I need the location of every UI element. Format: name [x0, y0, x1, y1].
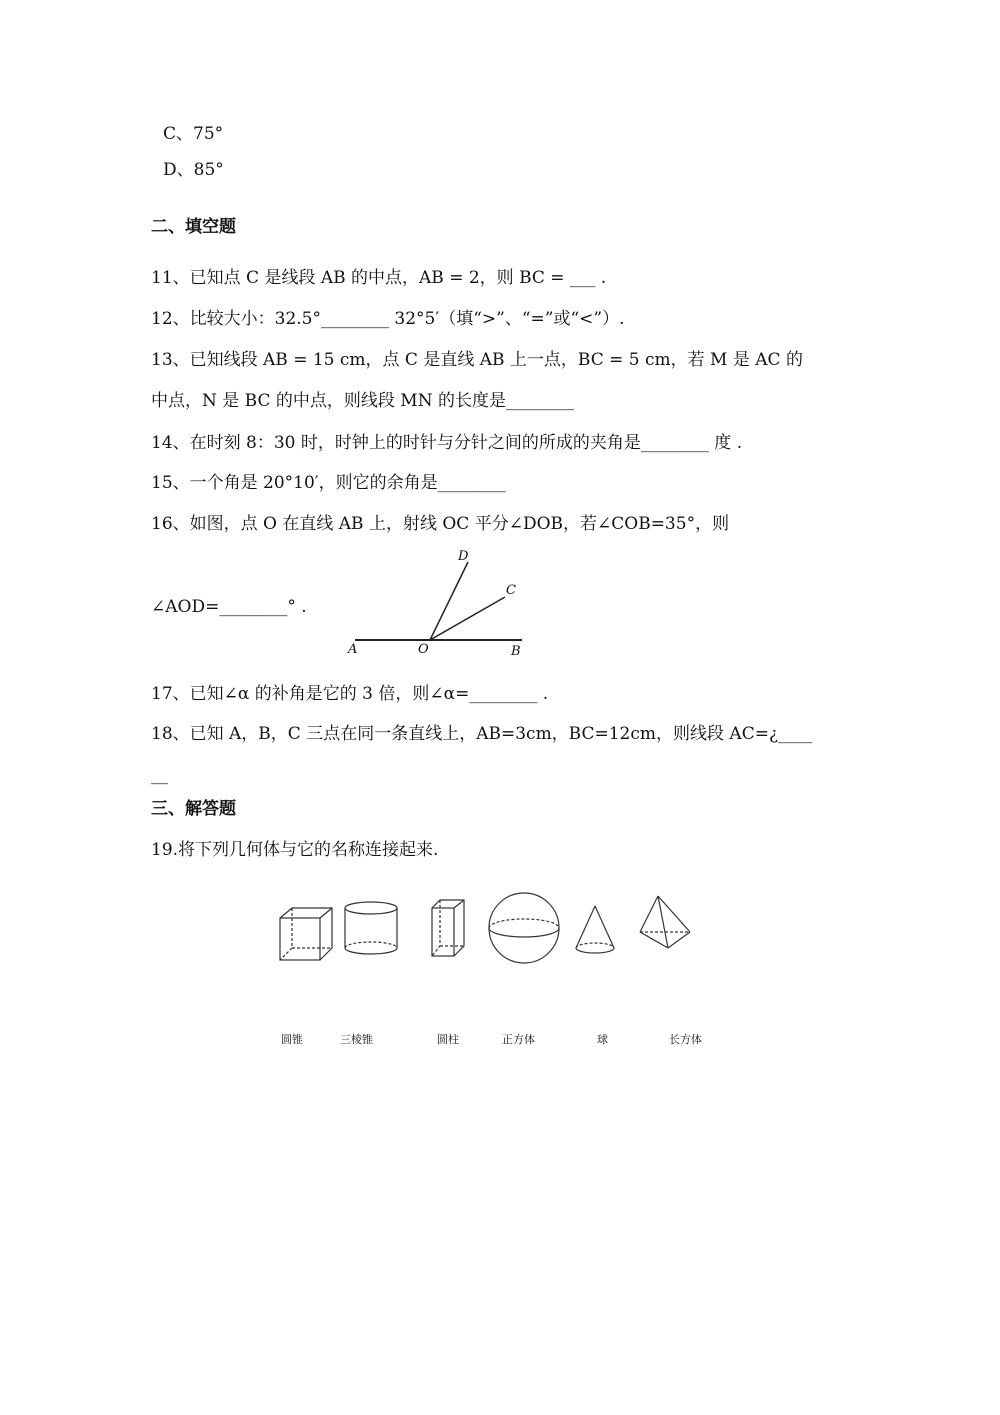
option-d: D、85°: [163, 160, 224, 180]
section-fill-title: 二、填空题: [151, 217, 236, 237]
question-14: 14、在时刻 8：30 时，时钟上的时针与分针之间的所成的夹角是________ 度 .: [151, 433, 743, 453]
question-11: 11、已知点 C 是线段 AB 的中点，AB = 2，则 BC = ___ .: [151, 268, 607, 288]
solids-figure: [270, 890, 710, 970]
solid-name-cube: 正方体: [502, 1033, 535, 1046]
angle-diagram: [340, 545, 540, 665]
solid-name-pyramid: 三棱锥: [340, 1033, 373, 1046]
solid-name-sphere: 球: [597, 1033, 608, 1046]
cuboid-shape: [432, 900, 464, 956]
question-16-line2: ∠AOD=________° .: [151, 597, 307, 617]
solid-name-cone: 圆锥: [281, 1033, 303, 1046]
cone-shape: [576, 906, 614, 953]
question-15: 15、一个角是 20°10′，则它的余角是________: [151, 473, 506, 493]
point-o-label: O: [418, 642, 429, 657]
point-b-label: B: [511, 644, 521, 659]
question-17: 17、已知∠α 的补角是它的 3 倍，则∠α=________ .: [151, 684, 549, 704]
solid-name-cylinder: 圆柱: [437, 1033, 459, 1046]
pyramid-shape: [640, 896, 690, 948]
sphere-shape: [489, 893, 559, 963]
question-18-line2: __: [151, 765, 168, 785]
question-13-line1: 13、已知线段 AB = 15 cm，点 C 是直线 AB 上一点，BC = 5 cm，若 M 是 AC 的: [151, 350, 803, 370]
question-12: 12、比较大小：32.5°________ 32°5′（填“>”、“=”或“<”）.: [151, 309, 625, 329]
point-d-label: D: [458, 549, 469, 564]
solid-name-cuboid: 长方体: [669, 1033, 702, 1046]
cube-shape: [280, 908, 332, 960]
solids-diagram: [270, 890, 710, 970]
question-13-line2: 中点，N 是 BC 的中点，则线段 MN 的长度是________: [151, 391, 574, 411]
option-c: C、75°: [163, 124, 224, 144]
question-16-line1: 16、如图，点 O 在直线 AB 上，射线 OC 平分∠DOB，若∠COB=35°，则: [151, 514, 730, 534]
point-c-label: C: [506, 583, 516, 598]
section-answer-title: 三、解答题: [151, 799, 236, 819]
question-19: 19.将下列几何体与它的名称连接起来.: [151, 840, 439, 860]
point-a-label: A: [348, 642, 358, 657]
question-18-line1: 18、已知 A，B，C 三点在同一条直线上，AB=3cm，BC=12cm，则线段 AC=¿____: [151, 724, 813, 744]
angle-figure: [340, 545, 540, 665]
cylinder-shape: [345, 902, 397, 954]
